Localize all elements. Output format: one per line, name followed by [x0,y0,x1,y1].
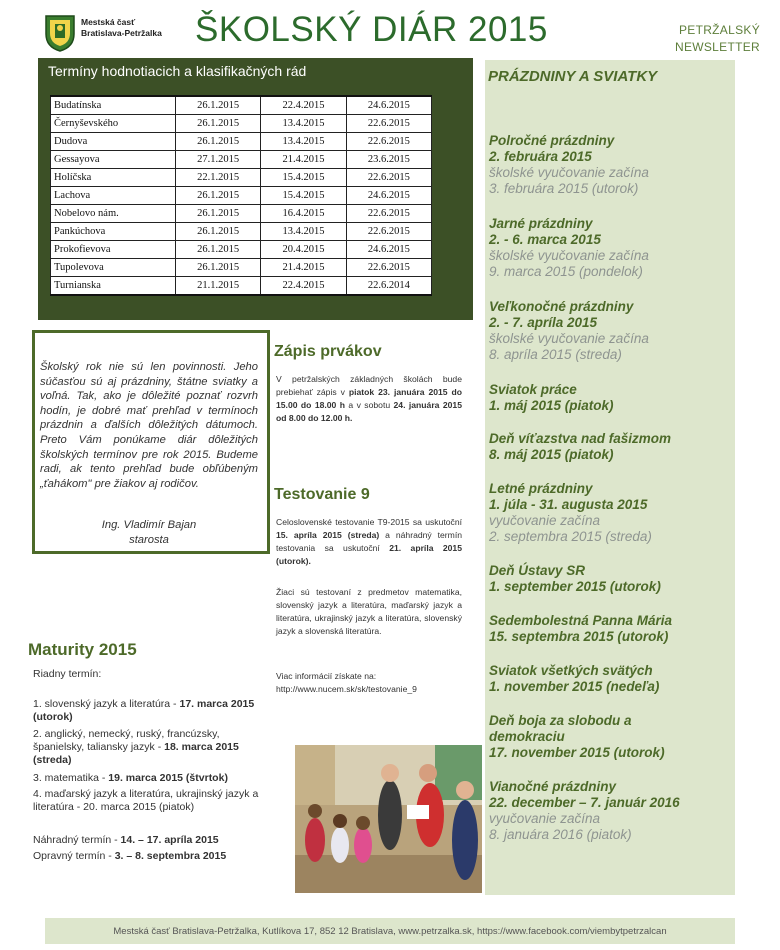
holiday-item [489,481,652,545]
maturity-fix-term [33,850,273,863]
mayor-quote-text: Školský rok nie sú len povinnosti. Jeho súčasťou sú aj prázdniny, štátne sviatky a voľná. Tak, ako je dôležité poznať rozvrh hodín, je dobré mať prehľad v termínoch prázdnin a ďalších dôležitých dátumoch. Preto Vám ponúkame diár dôležitých školských termínov pre rok 2015. Budeme radi, ak tento prehľad bude obľúbeným „ťahákom" pre žiakov aj rodičov. [40,361,258,490]
exam-date-cell: 13.4.2015 [261,133,346,151]
maturity-alt-term [33,834,273,847]
maturity-item [33,772,273,785]
exam-date-cell: 22.6.2014 [346,277,431,296]
holiday-date: 2. - 7. apríla 2015 [489,315,598,330]
holiday-date: 17. november 2015 (utorok) [489,745,665,760]
holiday-name: Sviatok práce [489,382,577,397]
exam-date-cell: 26.1.2015 [175,96,260,115]
holiday-date: 2. - 6. marca 2015 [489,232,601,247]
org-line-2: Bratislava-Petržalka [81,28,162,38]
org-name [81,17,162,39]
holiday-note: vyučovanie začína [489,513,601,528]
exam-date-cell: 16.4.2015 [261,205,346,223]
enrollment-title: Zápis prvákov [274,343,382,360]
holiday-item [489,713,665,761]
exam-date-cell: 22.6.2015 [346,133,431,151]
holiday-date: 1. november 2015 (nedeľa) [489,679,660,694]
holiday-item [489,663,659,695]
maturity-item [33,728,273,767]
org-line-1: Mestská časť [81,17,136,27]
enrollment-text-part: V petržalských základných školách bude prebiehať zápis v [276,374,462,397]
exam-date-cell: 26.1.2015 [175,223,260,241]
testing-alt-date: 21. apríla 2015 (utorok). [276,543,462,566]
maturity-title: Maturity 2015 [28,640,137,659]
maturity-subject: 1. slovenský jazyk a literatúra - [33,698,180,710]
holiday-name: Deň víťazstva nad fašizmom [489,431,672,446]
enrollment-text [276,373,462,425]
holiday-date: 2. februára 2015 [489,149,592,164]
school-name-cell: Černyševského [51,115,176,133]
holiday-note: školské vyučovanie začína [489,331,649,346]
holiday-item [489,563,661,595]
holiday-item [489,382,614,414]
maturity-item [33,698,273,724]
maturity-alt-date: 14. – 17. apríla 2015 [120,834,219,846]
holiday-note: 8. januára 2016 (piatok) [489,827,632,842]
holiday-date: 1. september 2015 (utorok) [489,579,661,594]
exam-date-cell: 26.1.2015 [175,259,260,277]
school-event-photo [295,745,482,893]
exam-date-cell: 21.1.2015 [175,277,260,296]
exam-table-row [51,187,432,205]
exam-schedule-table [50,95,432,296]
holiday-note: školské vyučovanie začína [489,248,649,263]
holiday-date: 1. júla - 31. augusta 2015 [489,497,648,512]
enrollment-text-part: a v sobotu [345,400,394,410]
exam-date-cell: 26.1.2015 [175,241,260,259]
exam-table-row [51,151,432,169]
holiday-name: Sviatok všetkých svätých [489,663,653,678]
maturity-date: 19. marca 2015 (štvrtok) [108,772,228,784]
mayor-name: Ing. Vladimír Bajan [101,519,197,531]
exam-date-cell: 24.6.2015 [346,96,431,115]
holiday-note: 9. marca 2015 (pondelok) [489,264,643,279]
exam-date-cell: 22.4.2015 [261,277,346,296]
exam-date-cell: 13.4.2015 [261,115,346,133]
holiday-date: 8. máj 2015 (piatok) [489,447,614,462]
school-name-cell: Budatínska [51,96,176,115]
footer-contact: Mestská časť Bratislava-Petržalka, Kutlíkova 17, 852 12 Bratislava, www.petrzalka.sk, https://www.facebook.com/viembytpetrzalcan [113,926,667,937]
exam-table-row [51,241,432,259]
petrzalka-crest-logo [44,14,76,52]
holiday-name: Deň boja za slobodu a [489,713,632,728]
testing-text-2: Žiaci sú testovaní z predmetov matematika, slovenský jazyk a literatúra, maďarský jazyk a literatúra, ukrajinský jazyk a literatúra, slovenský jazyk a slovenská literatúra. [276,587,462,636]
holiday-note: školské vyučovanie začína [489,165,649,180]
exam-date-cell: 27.1.2015 [175,151,260,169]
school-name-cell: Gessayova [51,151,176,169]
exam-date-cell: 24.6.2015 [346,187,431,205]
enrollment-date-saturday: 24. januára 2015 od 8.00 do 12.00 h. [276,400,462,423]
exam-table-row [51,169,432,187]
testing-title: Testovanie 9 [274,486,370,503]
testing-text-part: a náhradný termín testovania sa uskutoční [276,530,462,553]
exam-date-cell: 22.4.2015 [261,96,346,115]
holiday-item [489,779,680,843]
maturity-subject: 3. matematika - [33,772,109,784]
holiday-name-cont: demokraciu [489,729,565,744]
exam-table-row [51,277,432,296]
holiday-name: Jarné prázdniny [489,216,593,231]
holiday-item [489,133,649,197]
testing-date: 15. apríla 2015 (streda) [276,530,380,540]
school-name-cell: Dudova [51,133,176,151]
exam-date-cell: 15.4.2015 [261,187,346,205]
exam-date-cell: 21.4.2015 [261,259,346,277]
testing-link[interactable]: http://www.nucem.sk/sk/testovanie_9 [276,684,417,694]
exam-schedule-title: Termíny hodnotiacich a klasifikačných rád [48,63,307,79]
school-name-cell: Tupolevova [51,259,176,277]
school-name-cell: Prokofievova [51,241,176,259]
maturity-item: 4. maďarský jazyk a literatúra, ukrajinský jazyk a literatúra - 20. marca 2015 (piatok) [33,788,259,813]
exam-table-row [51,259,432,277]
mayor-signature [40,518,258,547]
exam-date-cell: 20.4.2015 [261,241,346,259]
exam-date-cell: 22.6.2015 [346,259,431,277]
exam-table-row [51,205,432,223]
exam-table-row [51,223,432,241]
holiday-name: Polročné prázdniny [489,133,615,148]
holiday-name: Sedembolestná Panna Mária [489,613,673,628]
holiday-name: Letné prázdniny [489,481,593,496]
maturity-date: 18. marca 2015 (streda) [33,741,239,766]
exam-date-cell: 26.1.2015 [175,205,260,223]
holiday-name: Veľkonočné prázdniny [489,299,634,314]
exam-table-row [51,115,432,133]
testing-text-part: Celoslovenské testovanie T9-2015 sa uskutoční [276,517,462,527]
holiday-item [489,216,649,280]
holiday-note: 8. apríla 2015 (streda) [489,347,622,362]
brand-line-2: NEWSLETTER [674,40,760,54]
exam-date-cell: 26.1.2015 [175,115,260,133]
exam-date-cell: 22.1.2015 [175,169,260,187]
brand-line-1: PETRŽALSKÝ [678,23,760,37]
maturity-fix-date: 3. – 8. septembra 2015 [114,850,227,862]
maturity-alt-label: Náhradný termín - [33,834,121,846]
exam-date-cell: 26.1.2015 [175,133,260,151]
page-title: ŠKOLSKÝ DIÁR 2015 [195,10,548,49]
mayor-role: starosta [129,533,169,546]
exam-date-cell: 22.6.2015 [346,115,431,133]
exam-date-cell: 24.6.2015 [346,241,431,259]
holiday-item [489,299,649,363]
holiday-note: vyučovanie začína [489,811,601,826]
holiday-item [489,613,672,645]
holiday-note: 2. septembra 2015 (streda) [489,529,652,544]
exam-table-row [51,133,432,151]
maturity-fix-label: Opravný termín - [33,850,115,862]
exam-date-cell: 15.4.2015 [261,169,346,187]
testing-more-info-label: Viac informácií získate na: [276,671,377,681]
exam-date-cell: 13.4.2015 [261,223,346,241]
exam-date-cell: 22.6.2015 [346,169,431,187]
school-name-cell: Lachova [51,187,176,205]
school-name-cell: Pankúchova [51,223,176,241]
exam-date-cell: 22.6.2015 [346,223,431,241]
newsletter-brand [675,22,760,56]
exam-date-cell: 22.6.2015 [346,205,431,223]
holiday-name: Vianočné prázdniny [489,779,617,794]
exam-table-row [51,96,432,115]
school-name-cell: Nobelovo nám. [51,205,176,223]
testing-more-info [276,670,462,696]
enrollment-date-friday: piatok 23. januára 2015 do 15.00 do 18.00 h [276,387,462,410]
holiday-name: Deň Ústavy SR [489,563,586,578]
school-name-cell: Holíčska [51,169,176,187]
maturity-subject: 2. anglický, nemecký, ruský, francúzsky, španielsky, taliansky jazyk - [33,728,220,753]
exam-date-cell: 26.1.2015 [175,187,260,205]
maturity-date: 17. marca 2015 (utorok) [33,698,255,723]
testing-text-1 [276,516,462,568]
holiday-date: 22. december – 7. január 2016 [489,795,680,810]
exam-date-cell: 21.4.2015 [261,151,346,169]
holiday-note: 3. februára 2015 (utorok) [489,181,639,196]
exam-date-cell: 23.6.2015 [346,151,431,169]
school-name-cell: Turnianska [51,277,176,296]
maturity-regular-label: Riadny termín: [33,668,102,680]
holiday-date: 15. septembra 2015 (utorok) [489,629,669,644]
holiday-item [489,431,671,463]
holiday-date: 1. máj 2015 (piatok) [489,398,614,413]
holidays-title: PRÁZDNINY A SVIATKY [488,68,658,85]
